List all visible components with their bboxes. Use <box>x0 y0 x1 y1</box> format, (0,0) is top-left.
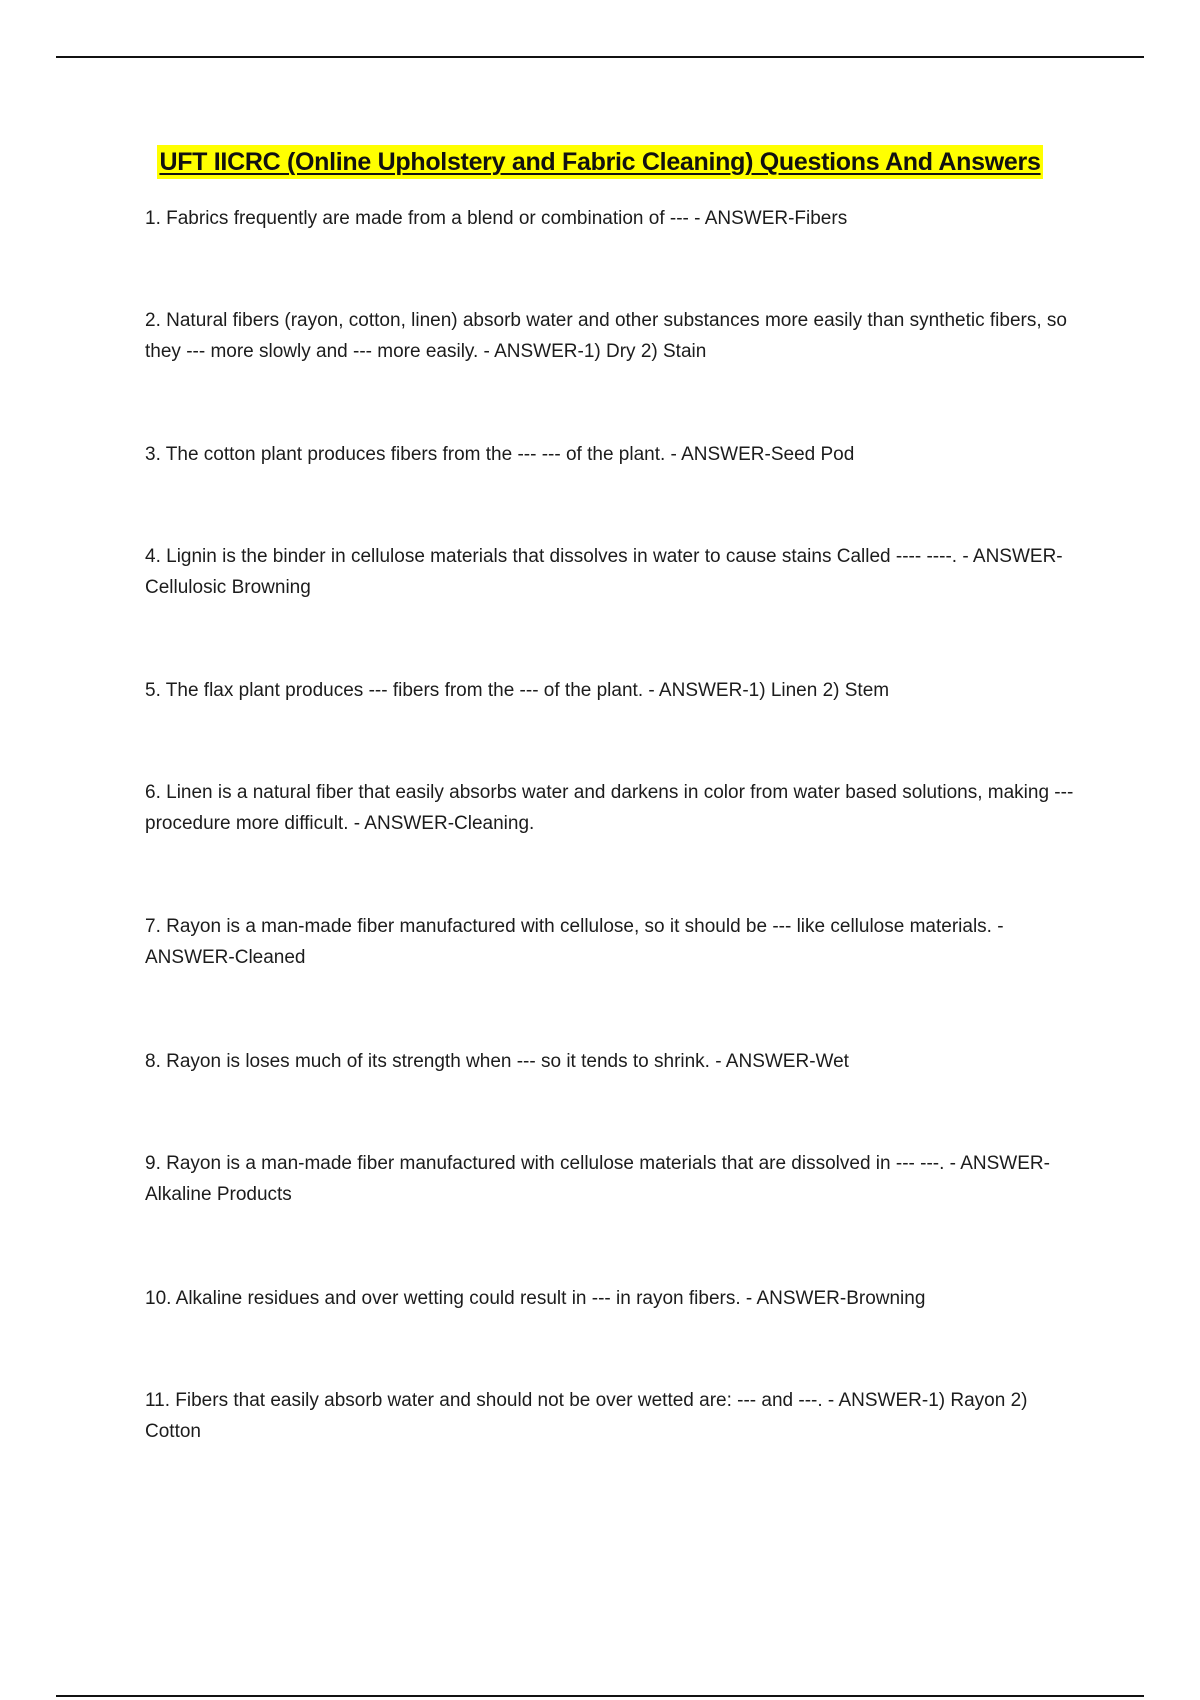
document-title: UFT IICRC (Online Upholstery and Fabric Cleaning) Questions And Answers <box>157 145 1042 179</box>
qa-item-11: 11. Fibers that easily absorb water and should not be over wetted are: --- and ---. - ANSWER-1) Rayon 2) Cotton <box>145 1390 1028 1442</box>
qa-item-2: 2. Natural fibers (rayon, cotton, linen) absorb water and other substances more easily than synthetic fibers, so they --- more slowly and --- more easily. - ANSWER-1) Dry 2) Stain <box>145 310 1067 362</box>
bottom-rule <box>56 1695 1144 1697</box>
qa-item-1: 1. Fabrics frequently are made from a blend or combination of --- - ANSWER-Fibers <box>145 208 848 229</box>
qa-item-8: 8. Rayon is loses much of its strength when --- so it tends to shrink. - ANSWER-Wet <box>145 1051 849 1072</box>
qa-item-3: 3. The cotton plant produces fibers from the --- --- of the plant. - ANSWER-Seed Pod <box>145 444 855 465</box>
qa-item-9: 9. Rayon is a man-made fiber manufactured with cellulose materials that are dissolved in --- ---. - ANSWER-Alkaline Products <box>145 1153 1050 1205</box>
qa-item-5: 5. The flax plant produces --- fibers from the --- of the plant. - ANSWER-1) Linen 2) Stem <box>145 680 890 701</box>
qa-item-10: 10. Alkaline residues and over wetting could result in --- in rayon fibers. - ANSWER-Browning <box>145 1288 926 1309</box>
qa-item-7: 7. Rayon is a man-made fiber manufactured with cellulose, so it should be --- like cellulose materials. - ANSWER-Cleaned <box>145 916 1004 968</box>
qa-item-6: 6. Linen is a natural fiber that easily absorbs water and darkens in color from water based solutions, making --- procedure more difficult. - ANSWER-Cleaning. <box>145 782 1074 834</box>
qa-item-4: 4. Lignin is the binder in cellulose materials that dissolves in water to cause stains Called ---- ----. - ANSWER-Cellulosic Browning <box>145 546 1063 598</box>
